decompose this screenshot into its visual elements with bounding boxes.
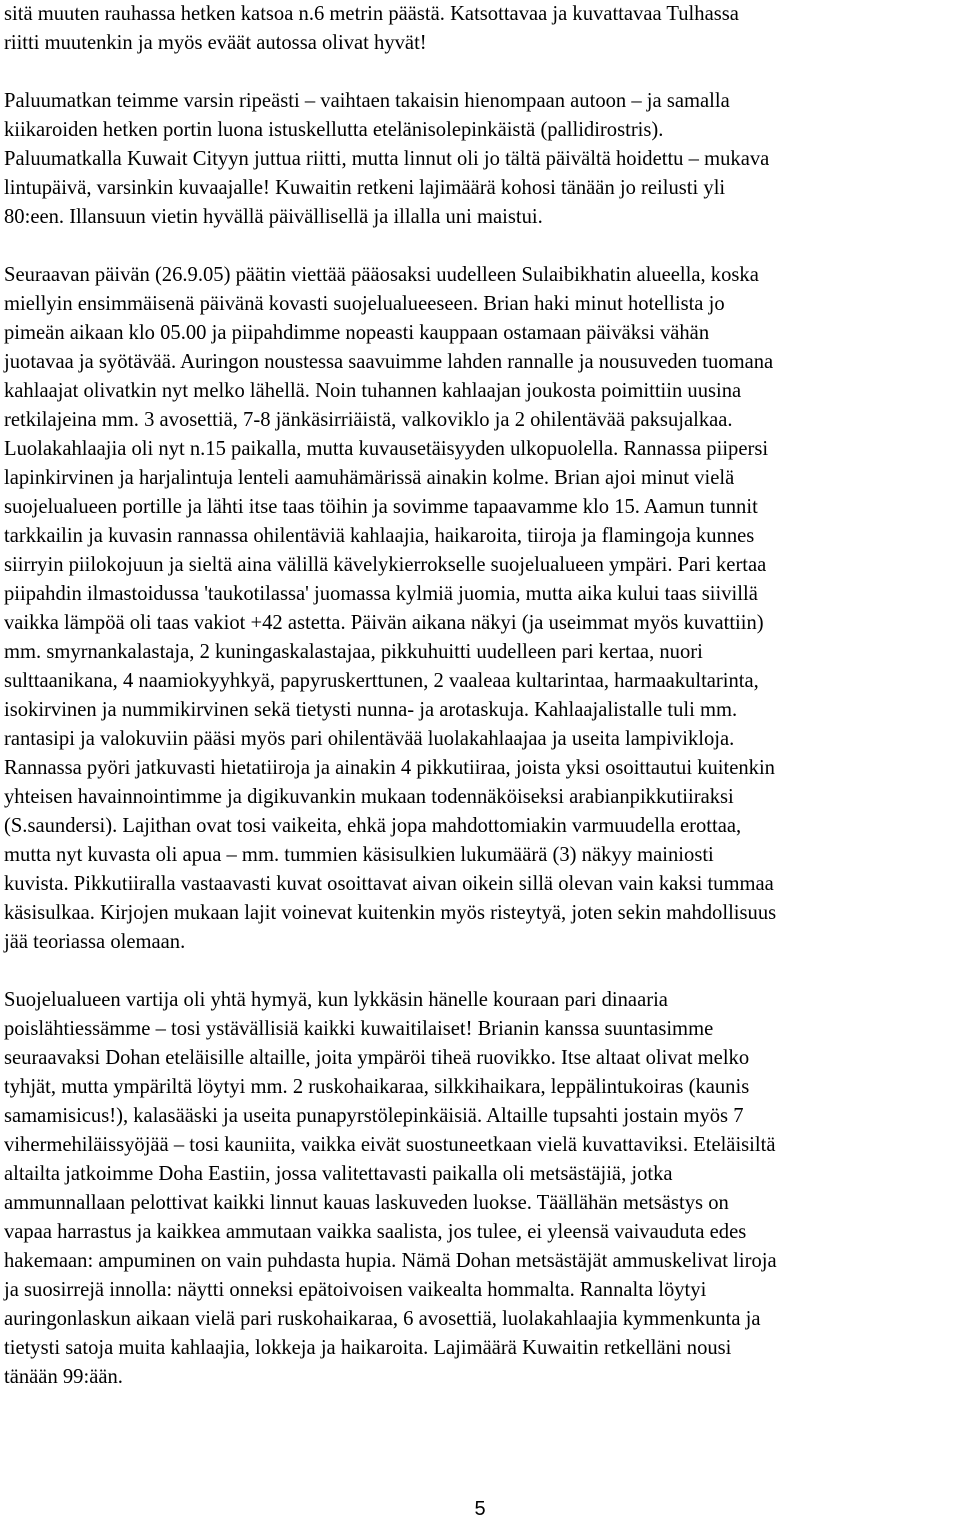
text-line: juotavaa ja syötävää. Auringon noustessa saavuimme lahden rannalle ja nousuveden tuomana [4, 351, 774, 373]
text-line: kiikaroiden hetken portin luona istuskellutta etelänisolepinkäistä (pallidirostris). [4, 119, 664, 141]
text-line: mutta nyt kuvasta oli apua – mm. tummien käsisulkien lukumäärä (3) näkyy mainiosti [4, 844, 714, 866]
text-line: vapaa harrastus ja kaikkea ammutaan vaikka saalista, jos tulee, ei yleensä vaivauduta edes [4, 1221, 747, 1243]
text-line: vaikka lämpöä oli taas vakiot +42 astetta. Päivän aikana näkyi (ja useimmat myös kuvattiin) [4, 612, 764, 634]
text-line: auringonlaskun aikaan vielä pari ruskohaikaraa, 6 avosettiä, luolakahlaajia kymmenkunta ja [4, 1308, 761, 1330]
text-line: Rannassa pyöri jatkuvasti hietatiiroja ja ainakin 4 pikkutiiraa, joista yksi osoittautui kuitenkin [4, 757, 775, 779]
paragraph-2 [4, 87, 960, 232]
text-line: Luolakahlaajia oli nyt n.15 paikalla, mutta kuvausetäisyyden ulkopuolella. Rannassa piipersi [4, 438, 769, 460]
page-number: 5 [474, 1498, 486, 1520]
text-line: hakemaan: ampuminen on vain puhdasta hupia. Nämä Dohan metsästäjät ammuskelivat liroja [4, 1250, 777, 1272]
text-line: kuvista. Pikkutiiralla vastaavasti kuvat osoittavat aivan oikein sillä olevan vain kaksi tummaa [4, 873, 774, 895]
text-line: Paluumatkan teimme varsin ripeästi – vaihtaen takaisin hienompaan autoon – ja samalla [4, 90, 730, 112]
text-line: pimeän aikaan klo 05.00 ja piipahdimme nopeasti kauppaan ostamaan päiväksi vähän [4, 322, 710, 344]
text-line: retkilajeina mm. 3 avosettiä, 7-8 jänkäsirriäistä, valkoviklo ja 2 ohilentävää paksujalkaa. [4, 409, 733, 431]
text-line: vihermehiläissyöjää – tosi kauniita, vaikka eivät suostuneetkaan vielä kuvattaviksi. Eteläisiltä [4, 1134, 776, 1156]
text-line: tietysti satoja muita kahlaajia, lokkeja ja haikaroita. Lajimäärä Kuwaitin retkelläni nousi [4, 1337, 732, 1359]
paragraph-1 [4, 0, 960, 58]
text-line: piipahdin ilmastoidussa 'taukotilassa' juomassa kylmiä juomia, mutta aika kului taas siivillä [4, 583, 758, 605]
text-line: miellyin ensimmäisenä päivänä kovasti suojelualueeseen. Brian haki minut hotellista jo [4, 293, 725, 315]
text-line: sitä muuten rauhassa hetken katsoa n.6 metrin päästä. Katsottavaa ja kuvattavaa Tulhassa [4, 3, 739, 25]
text-line: Paluumatkalla Kuwait Cityyn juttua riitti, mutta linnut oli jo tältä päivältä hoidettu – mukava [4, 148, 770, 170]
paragraph-4 [4, 986, 960, 1392]
text-line: Suojelualueen vartija oli yhtä hymyä, kun lykkäsin hänelle kouraan pari dinaaria [4, 989, 668, 1011]
text-line: tänään 99:ään. [4, 1366, 123, 1388]
text-line: yhteisen havainnointimme ja digikuvankin mukaan todennäköiseksi arabianpikkutiiraksi [4, 786, 734, 808]
text-line: ammunnallaan pelottivat kaikki linnut kauas laskuveden luokse. Täällähän metsästys on [4, 1192, 729, 1214]
text-line: jää teoriassa olemaan. [4, 931, 186, 953]
text-line: poislähtiessämme – tosi ystävällisiä kaikki kuwaitilaiset! Brianin kanssa suuntasimme [4, 1018, 714, 1040]
text-line: sulttaanikana, 4 naamiokyyhkyä, papyruskerttunen, 2 vaaleaa kultarintaa, harmaakultarinta, [4, 670, 759, 692]
text-line: lapinkirvinen ja harjalintuja lenteli aamuhämärissä ainakin kolme. Brian ajoi minut vielä [4, 467, 735, 489]
text-line: Seuraavan päivän (26.9.05) päätin viettää pääosaksi uudelleen Sulaibikhatin alueella, koska [4, 264, 759, 286]
text-line: rantasipi ja valokuviin pääsi myös pari ohilentävää luolakahlaajaa ja useita lampivikloja. [4, 728, 735, 750]
text-line: (S.saundersi). Lajithan ovat tosi vaikeita, ehkä jopa mahdottomiakin varmuudella erottaa, [4, 815, 742, 837]
text-line: seuraavaksi Dohan eteläisille altaille, joita ympäröi tiheä ruovikko. Itse altaat olivat melko [4, 1047, 750, 1069]
text-line: mm. smyrnankalastaja, 2 kuningaskalastajaa, pikkuhuitti uudelleen pari kertaa, nuori [4, 641, 703, 663]
text-line: kahlaajat olivatkin nyt melko lähellä. Noin tuhannen kahlaajan joukosta poimittiin uusina [4, 380, 742, 402]
document-page [4, 0, 960, 1392]
text-line: siirryin piilokojuun ja sieltä aina välillä kävelykierrokselle suojelualueen ympäri. Pari kertaa [4, 554, 767, 576]
text-line: tyhjät, mutta ympäriltä löytyi mm. 2 ruskohaikaraa, silkkihaikara, leppälintukoiras (kaunis [4, 1076, 750, 1098]
paragraph-3 [4, 261, 960, 957]
text-line: lintupäivä, varsinkin kuvaajalle! Kuwaitin retkeni lajimäärä kohosi tänään jo reilusti yli [4, 177, 726, 199]
text-line: 80:een. Illansuun vietin hyvällä päivällisellä ja illalla uni maistui. [4, 206, 543, 228]
text-line: suojelualueen portille ja lähti itse taas töihin ja sovimme tapaavamme klo 15. Aamun tunnit [4, 496, 758, 518]
text-line: ja suosirrejä innolla: näytti onneksi epätoivoisen vaikealta hommalta. Rannalta löytyi [4, 1279, 707, 1301]
text-line: tarkkailin ja kuvasin rannassa ohilentäviä kahlaajia, haikaroita, tiiroja ja flamingoja kunnes [4, 525, 755, 547]
text-line: altailta jatkoimme Doha Eastiin, jossa valitettavasti paikalla oli metsästäjiä, jotka [4, 1163, 673, 1185]
text-line: samamisicus!), kalasääski ja useita punapyrstölepinkäisiä. Altaille tupsahti jostain myös 7 [4, 1105, 744, 1127]
text-line: käsisulkaa. Kirjojen mukaan lajit voinevat kuitenkin myös risteytyä, joten sekin mahdollisuus [4, 902, 777, 924]
text-line: riitti muutenkin ja myös eväät autossa olivat hyvät! [4, 32, 427, 54]
text-line: isokirvinen ja nummikirvinen sekä tietysti nunna- ja arotaskuja. Kahlaajalistalle tuli mm. [4, 699, 738, 721]
